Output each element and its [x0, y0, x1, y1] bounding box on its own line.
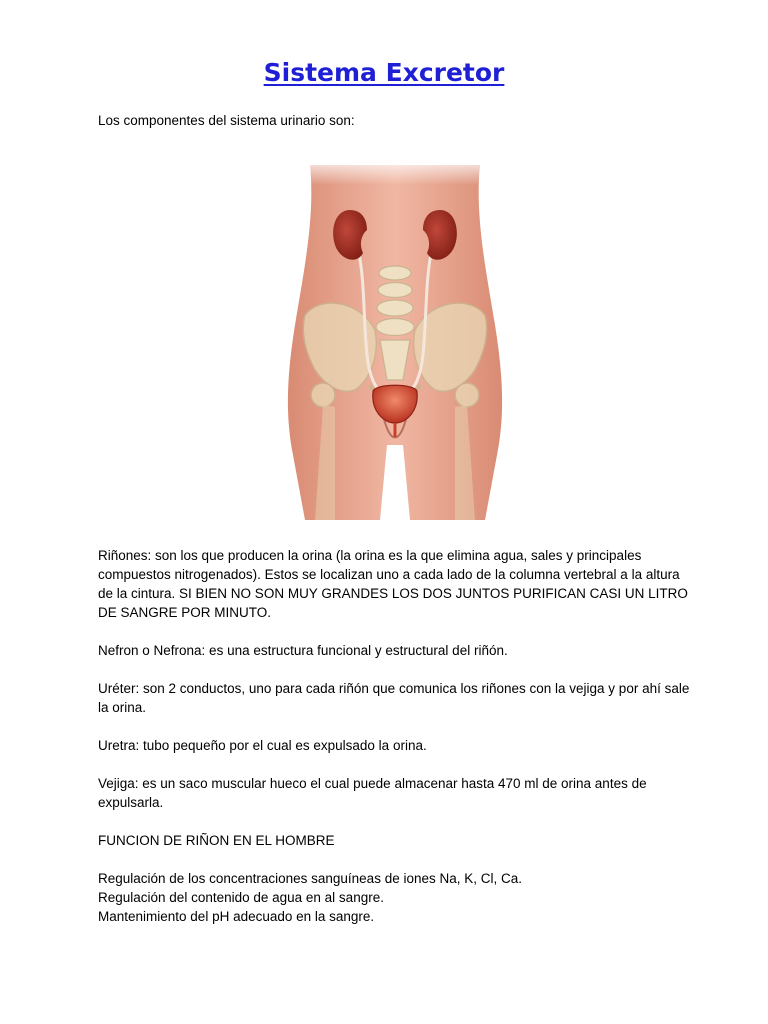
intro-text: Los componentes del sistema urinario son: [98, 113, 355, 128]
paragraph-rinones: Riñones: son los que producen la orina (la orina es la que elimina agua, sales y principales compuestos nitrogenados). Estos se localizan uno a cada lado de la columna vertebral a la altura de la cintura. SI BIEN NO SON MUY GRANDES LOS DOS JUNTOS PURIFICAN CASI UN LITRO DE SANGRE POR MINUTO. [98, 548, 688, 620]
paragraph-uretra: Uretra: tubo pequeño por el cual es expulsado la orina. [98, 738, 427, 753]
paragraph-nefrona: Nefron o Nefrona: es una estructura funcional y estructural del riñón. [98, 643, 508, 658]
page-title: Sistema Excretor [263, 58, 505, 87]
paragraph-ureter: Uréter: son 2 conductos, uno para cada riñón que comunica los riñones con la vejiga y por ahí sale la orina. [98, 681, 690, 715]
section-heading-funcion: FUNCION DE RIÑON EN EL HOMBRE [98, 833, 335, 848]
function-line: Regulación del contenido de agua en al sangre. [98, 890, 384, 905]
function-line: Mantenimiento del pH adecuado en la sangre. [98, 909, 375, 924]
body-text [98, 546, 698, 926]
urinary-system-illustration [285, 155, 505, 525]
function-line: Regulación de los concentraciones sanguíneas de iones Na, K, Cl, Ca. [98, 871, 523, 886]
paragraph-vejiga: Vejiga: es un saco muscular hueco el cual puede almacenar hasta 470 ml de orina antes de expulsarla. [98, 776, 647, 810]
